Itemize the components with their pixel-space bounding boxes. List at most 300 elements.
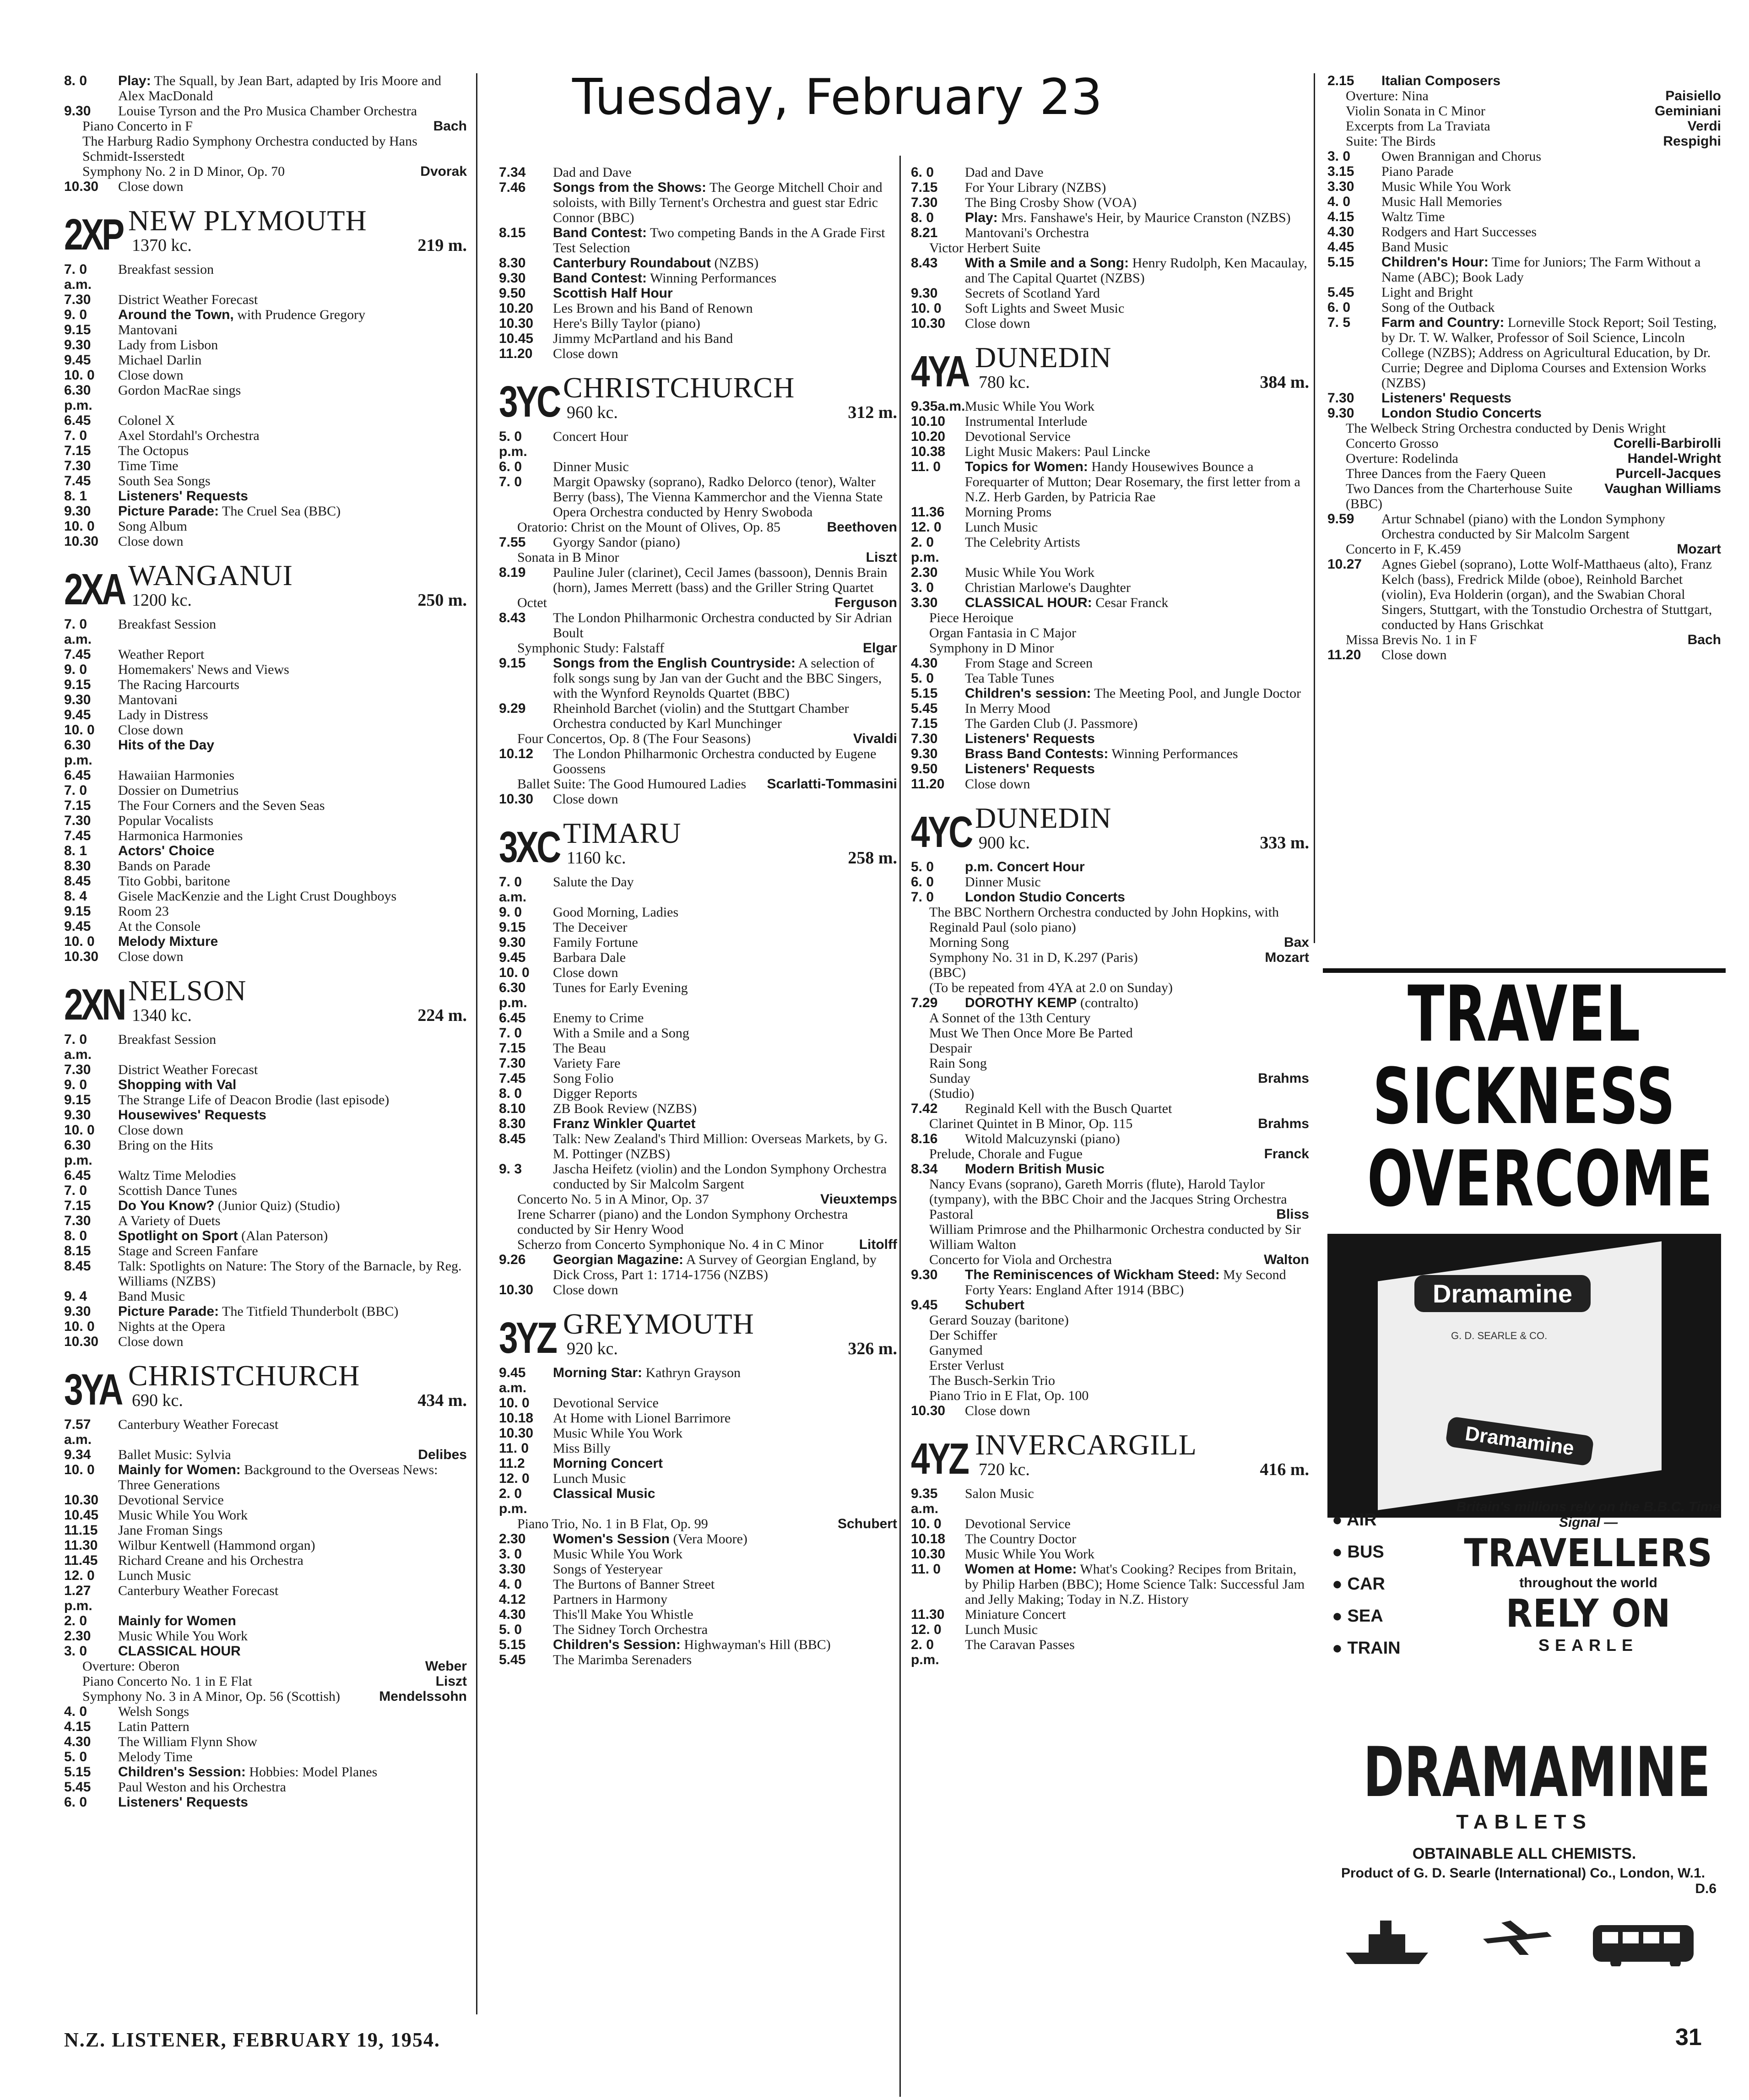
station-title-block	[975, 803, 1309, 853]
composer: Dvorak	[420, 164, 467, 179]
programme-desc: Dossier on Dumetrius	[118, 783, 239, 798]
programme-time: 10. 0	[499, 965, 530, 980]
programme-text	[965, 1101, 1309, 1116]
programme-row	[911, 746, 1309, 761]
programme-desc: Light and Bright	[1381, 285, 1473, 300]
programme-text	[118, 1447, 467, 1462]
programme-row	[911, 316, 1309, 331]
programme-time: 10.18	[911, 1531, 946, 1547]
programme-title: Play:	[118, 73, 151, 88]
detail-text: Sunday	[929, 1071, 970, 1086]
programme-row	[499, 1471, 897, 1486]
programme-text	[1381, 406, 1721, 421]
programme-desc: Wilbur Kentwell (Hammond organ)	[118, 1538, 315, 1553]
programme-text	[118, 519, 467, 534]
programme-text	[965, 520, 1309, 535]
programme-desc: (Alan Paterson)	[238, 1228, 328, 1243]
programme-desc: Enemy to Crime	[553, 1010, 644, 1026]
programme-text	[553, 1426, 897, 1441]
programme-text	[553, 1395, 897, 1411]
programme-time: 9.45 a.m.	[499, 1365, 527, 1395]
programme-time: 2. 0 p.m.	[499, 1486, 527, 1516]
programme-text	[1381, 300, 1721, 315]
programme-text	[965, 444, 1309, 459]
programme-row	[499, 1071, 897, 1086]
programme-time: 9.30	[64, 504, 91, 519]
station-4yz	[911, 1430, 1309, 1667]
programme-time: 9.30	[911, 1267, 938, 1282]
programme-detail	[64, 1674, 467, 1689]
programme-text	[553, 1086, 897, 1101]
programme-text	[118, 1213, 467, 1228]
programme-detail	[911, 1343, 1309, 1358]
programme-row	[64, 1538, 467, 1553]
programme-text	[118, 1062, 467, 1077]
detail-text: The Welbeck String Orchestra conducted by Denis Wright	[1346, 421, 1666, 436]
programme-time: 6. 0	[499, 459, 522, 474]
programme-row	[1327, 647, 1721, 662]
programme-row	[499, 701, 897, 731]
station-header	[911, 802, 1309, 857]
programme-time: 9.15	[64, 677, 91, 692]
programme-row	[64, 307, 467, 322]
programme-time: 8.21	[911, 225, 938, 240]
programme-row	[911, 1531, 1309, 1547]
programme-desc: Popular Vocalists	[118, 813, 214, 828]
programme-time: 8.43	[911, 255, 938, 271]
programme-row	[499, 271, 897, 286]
programme-time: 10.30	[499, 1282, 534, 1297]
programme-title: Do You Know?	[118, 1198, 215, 1213]
programme-desc: Music Hall Memories	[1381, 194, 1502, 209]
programme-text	[965, 301, 1309, 316]
programme-time: 7.30	[1327, 391, 1354, 406]
programme-title: Listeners' Requests	[1381, 391, 1511, 406]
programme-row	[499, 1531, 897, 1547]
station-3ya	[64, 1361, 467, 1810]
station-frequency	[128, 590, 467, 610]
programme-text	[118, 1138, 467, 1168]
programme-row	[64, 1628, 467, 1644]
column-rule	[476, 73, 477, 2014]
programme-text	[118, 1508, 467, 1523]
programme-time: 8.15	[64, 1243, 91, 1259]
programme-row	[64, 103, 467, 119]
programme-desc: The Cruel Sea (BBC)	[219, 504, 341, 519]
programme-text	[1381, 194, 1721, 209]
detail-text: Two Dances from the Charterhouse Suite	[1346, 481, 1573, 496]
programme-row	[499, 331, 897, 346]
detail-text: A Sonnet of the 13th Century	[929, 1010, 1091, 1026]
programme-desc: Lady in Distress	[118, 707, 208, 722]
dramamine-advertisement	[1323, 968, 1726, 1971]
composer: Geminiani	[1654, 103, 1721, 119]
programme-title: Morning Concert	[553, 1456, 663, 1471]
station-wavelength: 312 m.	[848, 403, 897, 422]
programme-time: 7.30	[499, 1056, 526, 1071]
programme-row	[64, 1553, 467, 1568]
programme-text	[118, 1183, 467, 1198]
programme-desc: Variety Fare	[553, 1056, 621, 1071]
detail-text: Overture: Oberon	[82, 1659, 180, 1674]
station-frequency	[975, 1460, 1309, 1480]
detail-text: Scherzo from Concerto Symphonique No. 4 in C Minor	[517, 1237, 824, 1252]
detail-text: Concerto for Viola and Orchestra	[929, 1252, 1112, 1267]
programme-desc: Mantovani	[118, 322, 178, 337]
programme-desc: Light Music Makers: Paul Lincke	[965, 444, 1150, 459]
programme-time: 7. 0	[499, 474, 522, 489]
programme-desc: Lunch Music	[553, 1471, 626, 1486]
programme-text	[965, 890, 1309, 905]
programme-row	[499, 1101, 897, 1116]
programme-detail	[911, 1358, 1309, 1373]
programme-text	[118, 413, 467, 428]
programme-text	[553, 1652, 897, 1667]
programme-text	[965, 671, 1309, 686]
programme-title: Play:	[965, 210, 998, 225]
programme-row	[499, 1161, 897, 1192]
programme-row	[64, 1259, 467, 1289]
programme-detail	[911, 980, 1309, 995]
programme-desc: Lady from Lisbon	[118, 337, 218, 353]
programme-row	[1327, 300, 1721, 315]
programme-time: 10.30	[911, 316, 946, 331]
programme-row	[64, 1213, 467, 1228]
programme-row	[64, 904, 467, 919]
programme-title: Spotlight on Sport	[118, 1228, 238, 1243]
programme-row	[499, 1456, 897, 1471]
programme-row	[64, 1734, 467, 1749]
programme-desc: Family Fortune	[553, 935, 638, 950]
composer: Verdi	[1687, 119, 1721, 134]
programme-row	[911, 716, 1309, 731]
programme-text	[118, 1417, 467, 1447]
programme-desc: What's Cooking? Recipes from Britain, by Philip Harben (BBC); Home Science Talk: Successful Jam and Jelly Making; Today in N.Z. History	[965, 1562, 1305, 1607]
programme-desc: Harmonica Harmonies	[118, 828, 243, 843]
programme-time: 2.30	[499, 1531, 526, 1547]
programme-title: With a Smile and a Song:	[965, 255, 1129, 271]
programme-desc: Close down	[118, 534, 184, 549]
programme-row	[499, 1577, 897, 1592]
programme-text	[118, 874, 467, 889]
programme-desc: Weather Report	[118, 647, 205, 662]
programme-row	[911, 890, 1309, 905]
programme-text	[553, 905, 897, 920]
programme-time: 8. 0	[64, 73, 87, 88]
programme-detail	[499, 1192, 897, 1207]
station-2xn	[64, 976, 467, 1349]
programme-text	[118, 368, 467, 383]
programme-detail	[1327, 421, 1721, 436]
detail-text: Der Schiffer	[929, 1328, 997, 1343]
station-header	[64, 559, 467, 614]
programme-detail	[64, 1689, 467, 1704]
programme-time: 3.30	[1327, 179, 1354, 194]
detail-text: Pastoral	[929, 1207, 974, 1222]
detail-text: Ballet Suite: The Good Humoured Ladies	[517, 776, 747, 792]
programme-row	[911, 656, 1309, 671]
programme-text	[118, 1289, 467, 1304]
programme-time: 2. 0 p.m.	[911, 535, 939, 565]
programme-desc: Salute the Day	[553, 874, 634, 890]
programme-text	[553, 1056, 897, 1071]
programme-time: 10.45	[499, 331, 534, 346]
programme-text	[118, 1198, 467, 1213]
programme-text	[553, 180, 897, 225]
programme-title: Children's Session:	[118, 1764, 246, 1780]
programme-desc: The Celebrity Artists	[965, 535, 1080, 550]
programme-time: 7. 0	[64, 428, 87, 443]
programme-time: 10. 0	[64, 1319, 95, 1334]
programme-text	[118, 1795, 467, 1810]
programme-time: 9.30	[64, 692, 91, 707]
programme-row	[64, 473, 467, 488]
programme-time: 9. 0	[64, 307, 87, 322]
programme-time: 10. 0	[64, 1123, 95, 1138]
programme-text	[118, 1613, 467, 1628]
programme-desc: Stage and Screen Fanfare	[118, 1243, 258, 1259]
programme-text	[965, 414, 1309, 429]
programme-time: 9.30	[911, 746, 938, 761]
programme-desc: Time for Juniors; The Farm Without a Name (ABC); Book Lady	[1381, 255, 1701, 285]
programme-text	[118, 1719, 467, 1734]
programme-time: 4.30	[499, 1607, 526, 1622]
programme-text	[1381, 391, 1721, 406]
programme-time: 9. 4	[64, 1289, 87, 1304]
programme-time: 10.30	[499, 792, 534, 807]
programme-text	[118, 828, 467, 843]
programme-row	[911, 859, 1309, 874]
programme-row	[64, 519, 467, 534]
composer: Brahms	[1258, 1116, 1309, 1131]
programme-row	[499, 980, 897, 1010]
programme-time: 8. 0	[64, 1228, 87, 1243]
programme-time: 2.30	[911, 565, 938, 580]
programme-text	[965, 1531, 1309, 1547]
programme-desc: Background to the Overseas News: Three Generations	[118, 1462, 438, 1492]
programme-text	[118, 73, 467, 103]
programme-desc: Talk: New Zealand's Third Million: Overseas Markets, by G. M. Pottinger (NZBS)	[553, 1131, 888, 1161]
ad-rely-on: RELY ON	[1505, 1591, 1671, 1636]
programme-row	[499, 1252, 897, 1282]
programme-time: 12. 0	[911, 1622, 942, 1637]
programme-text	[1381, 73, 1721, 88]
composer: Vivaldi	[853, 731, 897, 746]
programme-desc: The Burtons of Banner Street	[553, 1577, 715, 1592]
programme-text	[118, 1107, 467, 1123]
programme-text	[965, 316, 1309, 331]
programme-title: Farm and Country:	[1381, 315, 1505, 330]
programme-desc: Scottish Dance Tunes	[118, 1183, 238, 1198]
programme-text	[553, 429, 897, 459]
programme-row	[64, 1523, 467, 1538]
programme-row	[499, 1426, 897, 1441]
programme-row	[499, 301, 897, 316]
programme-row	[1327, 149, 1721, 164]
programme-desc: The William Flynn Show	[118, 1734, 258, 1749]
ad-throughout: throughout the world	[1519, 1575, 1657, 1590]
programme-title: London Studio Concerts	[1381, 406, 1542, 421]
programme-time: 10.30	[499, 1426, 534, 1441]
programme-text	[118, 534, 467, 549]
station-name: CHRISTCHURCH	[128, 1359, 360, 1392]
programme-time: 7.30	[64, 292, 91, 307]
station-title-block	[563, 373, 897, 423]
programme-detail	[911, 1313, 1309, 1328]
programme-row	[911, 1403, 1309, 1418]
programme-time: 7. 5	[1327, 315, 1351, 330]
programme-time: 10. 0	[64, 519, 95, 534]
programme-text	[553, 346, 897, 361]
programme-desc: Two competing Bands in the A Grade First Test Selection	[553, 225, 885, 255]
programme-time: 8. 1	[64, 488, 87, 504]
composer: Vieuxtemps	[820, 1192, 897, 1207]
composer: Litolff	[859, 1237, 897, 1252]
programme-text	[118, 1628, 467, 1644]
ad-headline-1: TRAVEL	[1408, 969, 1641, 1059]
station-header	[499, 1308, 897, 1362]
programme-text	[965, 859, 1309, 874]
ad-headline-2: SICKNESS	[1372, 1052, 1676, 1141]
programme-text	[118, 1583, 467, 1613]
programme-time: 7.45	[64, 647, 91, 662]
station-name: GREYMOUTH	[563, 1308, 754, 1340]
programme-row	[911, 1622, 1309, 1637]
programme-row	[64, 443, 467, 458]
station-wavelength: 416 m.	[1260, 1460, 1309, 1479]
programme-row	[64, 1508, 467, 1523]
programme-time: 9.50	[499, 286, 526, 301]
programme-desc: At Home with Lionel Barrimore	[553, 1411, 731, 1426]
programme-text	[965, 1607, 1309, 1622]
programme-desc: Close down	[118, 1123, 184, 1138]
programme-text	[553, 1622, 897, 1637]
programme-title: CLASSICAL HOUR	[118, 1644, 241, 1659]
programme-time: 7. 0	[499, 1026, 522, 1041]
programme-detail	[911, 1373, 1309, 1388]
station-title-block	[128, 561, 467, 610]
programme-time: 10.45	[64, 1508, 99, 1523]
programme-text	[118, 1304, 467, 1319]
programme-title: Classical Music	[553, 1486, 655, 1501]
programme-text	[118, 1568, 467, 1583]
programme-time: 6.45	[64, 1168, 91, 1183]
programme-text	[553, 1456, 897, 1471]
programme-desc: Partners in Harmony	[553, 1592, 667, 1607]
programme-time: 10. 0	[911, 301, 942, 316]
station-wavelength: 326 m.	[848, 1339, 897, 1358]
station-wavelength: 224 m.	[417, 1006, 467, 1025]
programme-time: 5.15	[911, 686, 938, 701]
programme-time: 9.45	[64, 707, 91, 722]
programme-text	[965, 580, 1309, 595]
programme-text	[553, 1161, 897, 1192]
programme-row	[911, 1547, 1309, 1562]
programme-detail	[499, 1237, 897, 1252]
programme-desc: Time Time	[118, 458, 179, 473]
programme-time: 9.15	[64, 904, 91, 919]
page-heading: Tuesday, February 23	[572, 69, 1103, 126]
programme-text	[553, 920, 897, 935]
programme-desc: Music While You Work	[118, 1628, 248, 1644]
composer: Liszt	[435, 1674, 467, 1689]
programme-row	[64, 1092, 467, 1107]
programme-detail	[911, 1252, 1309, 1267]
detail-text: Piano Concerto No. 1 in E Flat	[82, 1674, 252, 1689]
station-wavelength: 384 m.	[1260, 373, 1309, 392]
programme-desc: Axel Stordahl's Orchestra	[118, 428, 260, 443]
programme-row	[499, 459, 897, 474]
programme-time: 7. 0 a.m.	[64, 1032, 92, 1062]
programme-row	[499, 346, 897, 361]
programme-row	[64, 707, 467, 722]
programme-time: 6.45	[499, 1010, 526, 1026]
programme-text	[965, 255, 1309, 286]
programme-desc: Song Album	[118, 519, 187, 534]
detail-text: Despair	[929, 1041, 972, 1056]
programme-row	[911, 429, 1309, 444]
programme-time: 8. 4	[64, 889, 87, 904]
programme-detail	[911, 965, 1309, 980]
detail-text: Violin Sonata in C Minor	[1346, 103, 1485, 119]
programme-row	[1327, 511, 1721, 542]
programme-row	[911, 565, 1309, 580]
composer: Handel-Wright	[1627, 451, 1721, 466]
programme-desc: Breakfast session	[118, 262, 214, 277]
programme-detail	[499, 520, 897, 535]
programme-detail	[911, 1026, 1309, 1041]
programme-desc: Nights at the Opera	[118, 1319, 226, 1334]
programme-desc: Waltz Time	[1381, 209, 1445, 224]
detail-text: Four Concertos, Op. 8 (The Four Seasons)	[517, 731, 751, 746]
programme-text	[965, 180, 1309, 195]
programme-desc: Margit Opawsky (soprano), Radko Delorco (tenor), Walter Berry (bass), The Vienna Kammerchor and the Vienna State Opera Orchestra conducted by Henry Swoboda	[553, 474, 883, 520]
programme-text	[553, 565, 897, 595]
programme-time: 8.45	[499, 1131, 526, 1146]
programme-title: Women's Session	[553, 1531, 670, 1547]
programme-desc: Canterbury Weather Forecast	[118, 1417, 279, 1432]
programme-desc: Close down	[553, 1282, 618, 1297]
programme-detail	[499, 731, 897, 746]
programme-title: Morning Star:	[553, 1365, 642, 1380]
station-kc: 690 kc.	[132, 1391, 183, 1410]
programme-text	[118, 1077, 467, 1092]
programme-desc: Close down	[118, 949, 184, 964]
programme-row	[499, 565, 897, 595]
programme-desc: Digger Reports	[553, 1086, 638, 1101]
programme-desc: Devotional Service	[118, 1492, 224, 1508]
station-callsign: 3YC	[499, 377, 559, 426]
station-callsign: 4YA	[911, 347, 968, 396]
column-rule	[1314, 73, 1315, 943]
programme-desc: Agnes Giebel (soprano), Lotte Wolf-Matthaeus (alto), Franz Kelch (bass), Fredrick Milde (oboe), Reinhold Barchet (violin), Eva Holderin (organ), and the Swabian Choral Singers, Stuttgart, with the Tonstudio Orchestra of Stuttgart, conducted by Hans Grischkat	[1381, 557, 1712, 632]
programme-desc: Rodgers and Hart Successes	[1381, 224, 1537, 239]
programme-text	[118, 889, 467, 904]
programme-text	[118, 353, 467, 368]
programme-text	[118, 1334, 467, 1349]
composer: Mozart	[1265, 950, 1309, 965]
programme-text	[118, 473, 467, 488]
programme-row	[911, 1607, 1309, 1622]
programme-time: 10.30	[911, 1403, 946, 1418]
programme-text	[118, 322, 467, 337]
programme-text	[965, 210, 1309, 225]
programme-text	[553, 950, 897, 965]
programme-desc: Hobbies: Model Planes	[245, 1764, 378, 1780]
programme-text	[965, 701, 1309, 716]
programme-text	[118, 617, 467, 647]
programme-desc: Bands on Parade	[118, 858, 211, 874]
